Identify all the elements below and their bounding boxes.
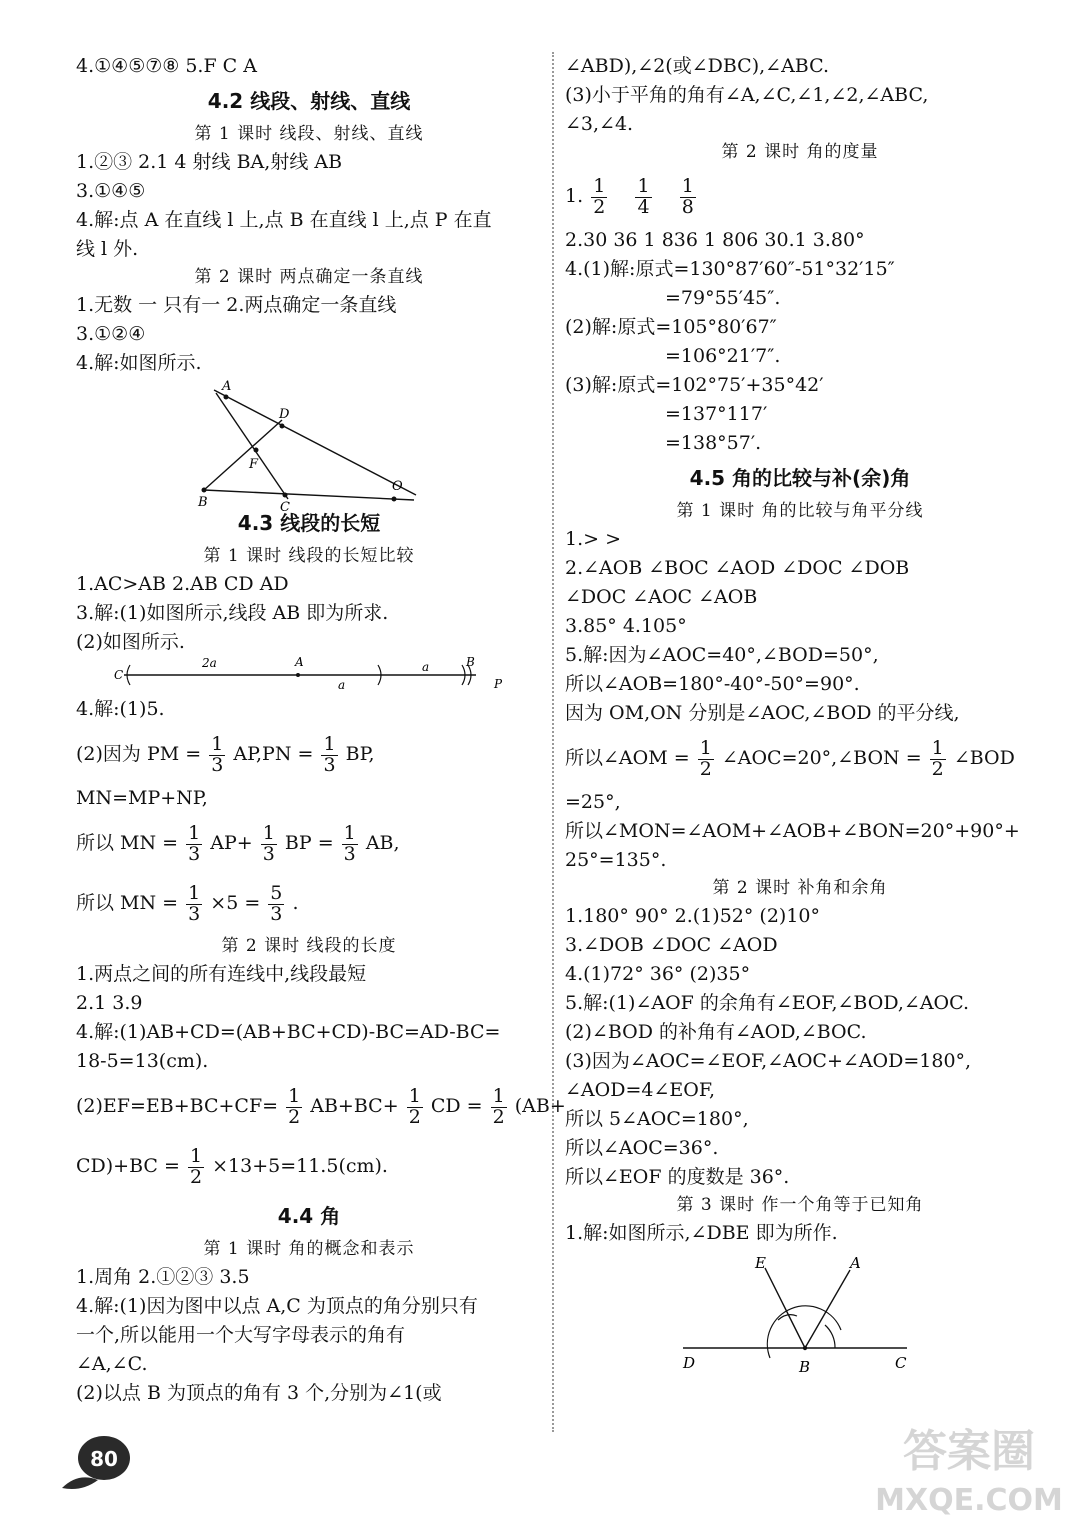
math-text: BP = <box>284 832 334 854</box>
answer-line: =106°21′7″. <box>665 345 781 367</box>
numerator: 1 <box>408 1084 421 1107</box>
answer-line: 线 l 外. <box>76 238 139 260</box>
point-label: D <box>683 1354 696 1372</box>
answer-line: 3.解:(1)如图所示,线段 AB 即为所求. <box>76 602 389 624</box>
denominator: 3 <box>188 902 201 925</box>
answer-line: 1.AC>AB 2.AB CD AD <box>76 573 289 595</box>
fraction <box>342 821 358 865</box>
lesson-heading: 第 2 课时 角的度量 <box>721 142 879 162</box>
lesson-heading: 第 1 课时 线段、射线、直线 <box>194 124 424 144</box>
numerator: 1 <box>593 174 606 197</box>
answer-line: ∠A,∠C. <box>76 1353 148 1375</box>
answer-line <box>76 1136 542 1196</box>
point-label: F <box>249 457 259 472</box>
answer-line: 1.周角 2.①②③ 3.5 <box>76 1266 250 1288</box>
answer-line: 1.两点之间的所有连线中,线段最短 <box>76 963 367 985</box>
numerator: 1 <box>492 1084 505 1107</box>
denominator: 3 <box>343 842 356 865</box>
denominator: 2 <box>408 1105 421 1128</box>
watermark-text: 答案圈 <box>903 1426 1035 1477</box>
math-text: 1. <box>565 185 584 207</box>
point-label: B <box>799 1358 811 1376</box>
denominator: 2 <box>593 195 606 218</box>
answer-line: 4.(1)解:原式=130°87′60″-51°32′15″ <box>565 258 895 280</box>
answer-line: 2.1 3.9 <box>76 992 143 1014</box>
point-label: O <box>392 479 403 494</box>
length-label: a <box>338 678 346 692</box>
math-text: ∠AOC=20°,∠BON = <box>721 747 922 769</box>
numerator: 1 <box>288 1084 301 1107</box>
answer-line: 所以∠AOB=180°-40°-50°=90°. <box>565 673 860 695</box>
point-label: C <box>895 1354 907 1372</box>
math-text: AB+BC+ <box>310 1095 399 1117</box>
answer-line: 1.无数 一 只有一 2.两点确定一条直线 <box>76 294 397 316</box>
lesson-heading: 第 2 课时 线段的长度 <box>221 936 397 956</box>
answer-line: (3)小于平角的角有∠A,∠C,∠1,∠2,∠ABC, <box>565 84 929 106</box>
answer-line: 2.30 36 1 836 1 806 30.1 3.80° <box>565 229 865 251</box>
point-label: P <box>494 677 503 691</box>
math-text: CD = <box>430 1095 483 1117</box>
point-label: A <box>222 379 232 394</box>
math-text: 所以 MN = <box>76 832 179 854</box>
fraction <box>286 1084 302 1128</box>
figure-angle-construction <box>565 1248 1035 1378</box>
fraction <box>591 174 607 218</box>
answer-line: 所以∠EOF 的度数是 36°. <box>565 1166 790 1188</box>
answer-line <box>76 724 542 784</box>
length-label: a <box>422 660 430 674</box>
numerator: 1 <box>931 736 944 759</box>
point-label: D <box>279 407 290 422</box>
point-label: C <box>280 500 290 515</box>
answer-line: ∠3,∠4. <box>565 113 634 135</box>
denominator: 2 <box>492 1105 505 1128</box>
answer-line: 1.②③ 2.1 4 射线 BA,射线 AB <box>76 151 343 173</box>
math-text: ×5 = <box>210 892 261 914</box>
math-text: (AB+ <box>514 1095 566 1117</box>
fraction <box>186 881 202 925</box>
denominator: 3 <box>323 753 336 776</box>
point-label: A <box>850 1254 861 1272</box>
answer-line: 所以∠AOC=36°. <box>565 1137 719 1159</box>
fraction <box>261 821 277 865</box>
math-text: 所以∠AOM = <box>565 747 690 769</box>
column-divider <box>552 52 554 1432</box>
math-text: 所以 MN = <box>76 892 179 914</box>
answer-line: 所以∠MON=∠AOM+∠AOB+∠BON=20°+90°+ <box>565 820 1020 842</box>
numerator: 1 <box>637 174 650 197</box>
answer-line: =137°117′ <box>665 403 768 425</box>
answer-line: 4.解:(1)因为图中以点 A,C 为顶点的角分别只有 <box>76 1295 478 1317</box>
math-text: AB, <box>365 832 400 854</box>
lesson-heading: 第 1 课时 角的比较与角平分线 <box>676 501 924 521</box>
answer-line: 4.①④⑤⑦⑧ 5.F C A <box>76 55 257 77</box>
denominator: 2 <box>288 1105 301 1128</box>
math-text: (2)因为 PM = <box>76 743 202 765</box>
answer-line <box>565 728 1035 788</box>
answer-line: (2)以点 B 为顶点的角有 3 个,分别为∠1(或 <box>76 1382 442 1404</box>
numerator: 1 <box>188 881 201 904</box>
point-label: A <box>295 655 304 669</box>
answer-line: ∠AOD=4∠EOF, <box>565 1079 716 1101</box>
answer-line: 3.①④⑤ <box>76 180 146 202</box>
numerator: 1 <box>188 821 201 844</box>
denominator: 2 <box>931 757 944 780</box>
answer-line: 3.85° 4.105° <box>565 615 687 637</box>
answer-line <box>76 873 542 933</box>
answer-line: 4.解:点 A 在直线 l 上,点 B 在直线 l 上,点 P 在直 <box>76 209 492 231</box>
math-text: . <box>292 892 299 914</box>
lesson-heading: 第 2 课时 补角和余角 <box>712 878 888 898</box>
math-text: CD)+BC = <box>76 1155 180 1177</box>
denominator: 3 <box>211 753 224 776</box>
right-column <box>565 52 1035 1378</box>
answer-line: 4.解:如图所示. <box>76 352 202 374</box>
numerator: 1 <box>323 732 336 755</box>
section-heading: 4.5 角的比较与补(余)角 <box>689 466 911 490</box>
denominator: 4 <box>637 195 650 218</box>
numerator: 1 <box>262 821 275 844</box>
answer-line: 1.180° 90° 2.(1)52° (2)10° <box>565 905 820 927</box>
left-column <box>76 52 566 1408</box>
answer-line: 18-5=13(cm). <box>76 1050 209 1072</box>
lesson-heading: 第 1 课时 线段的长短比较 <box>203 546 415 566</box>
answer-line: 1.> > <box>565 528 622 550</box>
answer-line: 一个,所以能用一个大写字母表示的角有 <box>76 1324 406 1346</box>
math-text: AP+ <box>210 832 253 854</box>
numerator: 5 <box>270 881 283 904</box>
numerator: 1 <box>699 736 712 759</box>
denominator: 3 <box>188 842 201 865</box>
math-text: (2)EF=EB+BC+CF= <box>76 1095 279 1117</box>
answer-line <box>76 1076 566 1136</box>
answer-line: 5.解:(1)∠AOF 的余角有∠EOF,∠BOD,∠AOC. <box>565 992 970 1014</box>
numerator: 1 <box>681 174 694 197</box>
answer-line: MN=MP+NP, <box>76 787 208 809</box>
numerator: 1 <box>211 732 224 755</box>
point-label: B <box>198 495 208 510</box>
figure-segment <box>76 657 542 695</box>
fraction <box>635 174 651 218</box>
denominator: 3 <box>262 842 275 865</box>
denominator: 3 <box>270 902 283 925</box>
fraction <box>698 736 714 780</box>
answer-line <box>76 813 542 873</box>
fraction <box>680 174 696 218</box>
answer-line: (2)∠BOD 的补角有∠AOD,∠BOC. <box>565 1021 867 1043</box>
lesson-heading: 第 2 课时 两点确定一条直线 <box>194 267 424 287</box>
answer-line: 3.①②④ <box>76 323 146 345</box>
answer-line: 4.解:(1)AB+CD=(AB+BC+CD)-BC=AD-BC= <box>76 1021 501 1043</box>
figure-lines-points <box>76 378 542 515</box>
answer-line: (2)如图所示. <box>76 631 185 653</box>
answer-line: 3.∠DOB ∠DOC ∠AOD <box>565 934 778 956</box>
answer-line: 25°=135°. <box>565 849 667 871</box>
answer-line: =25°, <box>565 791 621 813</box>
numerator: 1 <box>343 821 356 844</box>
answer-line: 5.解:因为∠AOC=40°,∠BOD=50°, <box>565 644 879 666</box>
answer-line <box>565 166 1035 226</box>
section-heading: 4.4 角 <box>277 1204 341 1228</box>
denominator: 2 <box>699 757 712 780</box>
point-label: E <box>755 1254 766 1272</box>
numerator: 1 <box>189 1144 203 1167</box>
answer-line: (3)解:原式=102°75′+35°42′ <box>565 374 824 396</box>
answer-line: 1.解:如图所示,∠DBE 即为所作. <box>565 1222 838 1244</box>
fraction <box>407 1084 423 1128</box>
math-text: BP, <box>345 743 375 765</box>
fraction <box>186 821 202 865</box>
math-text: AP,PN = <box>233 743 314 765</box>
page-number-logo <box>54 1428 144 1498</box>
point-label: C <box>114 668 124 682</box>
fraction <box>321 732 337 776</box>
answer-line: (3)因为∠AOC=∠EOF,∠AOC+∠AOD=180°, <box>565 1050 972 1072</box>
page-number: 80 <box>90 1447 118 1471</box>
answer-line: 4.解:(1)5. <box>76 698 165 720</box>
lesson-heading: 第 1 课时 角的概念和表示 <box>203 1239 415 1259</box>
fraction <box>930 736 946 780</box>
answer-line: =138°57′. <box>665 432 762 454</box>
answer-line: =79°55′45″. <box>665 287 781 309</box>
denominator: 8 <box>681 195 694 218</box>
fraction <box>188 1144 204 1188</box>
denominator: 2 <box>189 1165 203 1188</box>
fraction <box>268 881 284 925</box>
point-label: B <box>466 655 475 669</box>
length-label: 2a <box>202 656 217 670</box>
fraction <box>209 732 225 776</box>
answer-line: ∠ABD),∠2(或∠DBC),∠ABC. <box>565 55 830 77</box>
fraction <box>491 1084 507 1128</box>
section-heading: 4.3 线段的长短 <box>237 511 381 535</box>
math-text: ∠BOD <box>953 747 1015 769</box>
answer-line: 4.(1)72° 36° (2)35° <box>565 963 751 985</box>
watermark-url: MXQE.COM <box>875 1483 1063 1518</box>
watermark-logo <box>875 1414 1063 1524</box>
section-heading: 4.2 线段、射线、直线 <box>207 89 411 113</box>
answer-line: 2.∠AOB ∠BOC ∠AOD ∠DOC ∠DOB <box>565 557 910 579</box>
lesson-heading: 第 3 课时 作一个角等于已知角 <box>676 1195 924 1215</box>
answer-line: 所以 5∠AOC=180°, <box>565 1108 749 1130</box>
math-text: ×13+5=11.5(cm). <box>212 1155 388 1177</box>
answer-line: 因为 OM,ON 分别是∠AOC,∠BOD 的平分线, <box>565 702 960 724</box>
answer-line: ∠DOC ∠AOC ∠AOB <box>565 586 758 608</box>
answer-line: (2)解:原式=105°80′67″ <box>565 316 777 338</box>
